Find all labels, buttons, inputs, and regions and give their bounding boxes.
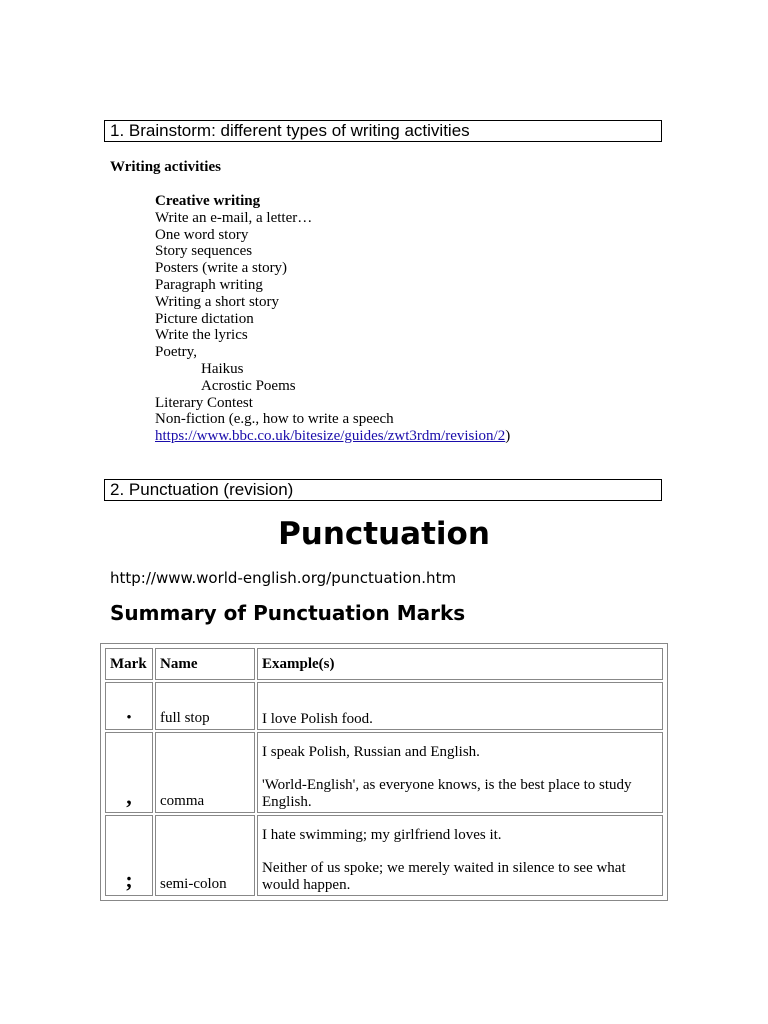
list-item: Writing a short story xyxy=(155,293,279,310)
list-item: Posters (write a story) xyxy=(155,260,288,277)
example-text: Neither of us spoke; we merely waited in silence to see what would happen. xyxy=(262,860,626,893)
example-text: I speak Polish, Russian and English. xyxy=(262,743,480,760)
source-url: http://www.world-english.org/punctuation.htm xyxy=(110,569,457,587)
writing-activities-subheading: Writing activities xyxy=(110,159,221,175)
mark-cell: , xyxy=(105,732,153,813)
name-cell: semi-colon xyxy=(155,815,255,896)
list-item: Story sequences xyxy=(155,243,253,260)
list-item: Haikus xyxy=(201,360,244,377)
list-item: Paragraph writing xyxy=(155,276,263,293)
header-name: Name xyxy=(155,648,255,680)
list-item: Non-fiction (e.g., how to write a speech xyxy=(155,411,394,428)
link-suffix: ) xyxy=(505,428,511,445)
name-cell: comma xyxy=(155,732,255,813)
header-examples: Example(s) xyxy=(257,648,663,680)
table-header-row xyxy=(105,648,663,680)
bbc-bitesize-link[interactable]: https://www.bbc.co.uk/bitesize/guides/zwt3rdm/revision/2 xyxy=(155,428,506,445)
summary-title: Summary of Punctuation Marks xyxy=(110,601,466,625)
table-row xyxy=(105,682,663,730)
list-item: Picture dictation xyxy=(155,310,254,327)
example-text: I love Polish food. xyxy=(262,710,373,727)
table-row xyxy=(105,732,663,813)
punctuation-title: Punctuation xyxy=(278,516,490,552)
list-item: Literary Contest xyxy=(155,394,253,411)
section-2-heading: 2. Punctuation (revision) xyxy=(104,479,662,501)
examples-cell xyxy=(257,815,663,896)
examples-cell xyxy=(257,682,663,730)
writing-activities-list xyxy=(155,193,510,445)
name-cell: full stop xyxy=(155,682,255,730)
mark-cell: ; xyxy=(105,815,153,896)
table-row xyxy=(105,815,663,896)
list-item: Acrostic Poems xyxy=(201,377,296,394)
list-item: One word story xyxy=(155,226,249,243)
punctuation-table xyxy=(100,643,668,901)
example-text: I hate swimming; my girlfriend loves it. xyxy=(262,826,502,843)
list-item: Poetry, xyxy=(155,344,197,361)
mark-cell: • xyxy=(105,682,153,730)
list-item: Creative writing xyxy=(155,193,261,209)
section-1-heading: 1. Brainstorm: different types of writing activities xyxy=(104,120,662,142)
examples-cell xyxy=(257,732,663,813)
list-item-link-row xyxy=(155,428,510,445)
example-text: 'World-English', as everyone knows, is the best place to study English. xyxy=(262,777,632,810)
header-mark: Mark xyxy=(105,648,153,680)
list-item: Write the lyrics xyxy=(155,327,248,344)
list-item: Write an e-mail, a letter… xyxy=(155,209,313,226)
